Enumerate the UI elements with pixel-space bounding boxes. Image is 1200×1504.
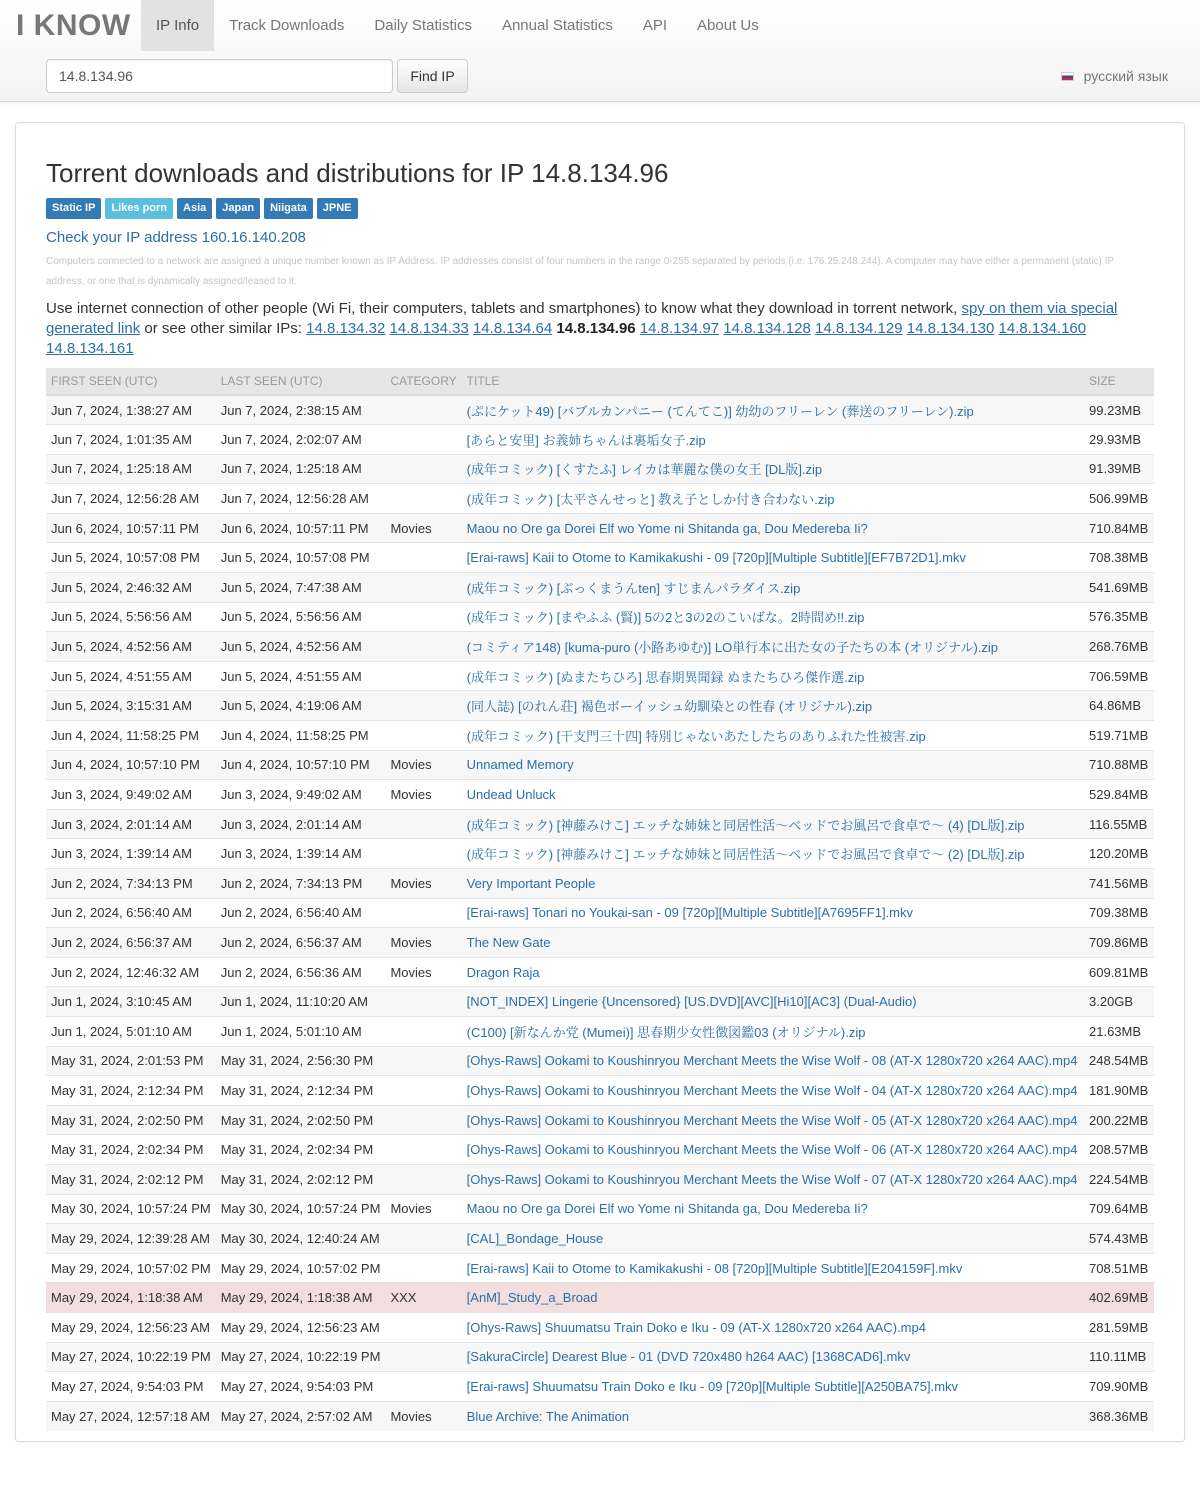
cell-size: 506.99MB [1084, 484, 1154, 514]
cell-first-seen: Jun 7, 2024, 1:25:18 AM [46, 454, 216, 484]
header-last-seen: LAST SEEN (UTC) [216, 368, 386, 395]
torrent-title-link[interactable]: [AnM]_Study_a_Broad [466, 1290, 598, 1306]
table-row [46, 1253, 1154, 1283]
cell-last-seen: Jun 1, 2024, 5:01:10 AM [216, 1016, 386, 1046]
table-row [46, 928, 1154, 958]
top-navbar [0, 0, 1200, 102]
cell-first-seen: May 31, 2024, 2:02:34 PM [46, 1135, 216, 1165]
cell-first-seen: Jun 2, 2024, 7:34:13 PM [46, 869, 216, 899]
cell-first-seen: May 29, 2024, 10:57:02 PM [46, 1253, 216, 1283]
cell-title [462, 484, 1084, 514]
cell-category [385, 543, 461, 573]
cell-last-seen: Jun 2, 2024, 6:56:36 AM [216, 957, 386, 987]
cell-last-seen: Jun 3, 2024, 1:39:14 AM [216, 839, 386, 869]
cell-last-seen: Jun 3, 2024, 2:01:14 AM [216, 809, 386, 839]
cell-title [462, 1253, 1084, 1283]
cell-size: 110.11MB [1084, 1342, 1154, 1372]
cell-size: 709.90MB [1084, 1372, 1154, 1402]
main-content [46, 155, 1154, 1431]
table-row [46, 1283, 1154, 1313]
cell-title [462, 1076, 1084, 1106]
cell-size: 609.81MB [1084, 957, 1154, 987]
cell-title [462, 1224, 1084, 1254]
similar-ip-link[interactable]: 14.8.134.128 [723, 320, 811, 337]
torrent-title-link[interactable]: The New Gate [466, 934, 551, 950]
cell-title [462, 543, 1084, 573]
table-row [46, 1164, 1154, 1194]
cell-category: Movies [385, 750, 461, 780]
cell-size: 181.90MB [1084, 1076, 1154, 1106]
cell-title [462, 1135, 1084, 1165]
cell-last-seen: Jun 2, 2024, 6:56:37 AM [216, 928, 386, 958]
torrent-title-link[interactable]: [Erai-raws] Tonari no Youkai-san - 09 [720p][Multiple Subtitle][A7695FF1].mkv [466, 905, 913, 921]
main-panel [15, 122, 1185, 1442]
table-row [46, 869, 1154, 899]
cell-category [385, 484, 461, 514]
cell-category [385, 1164, 461, 1194]
cell-category [385, 1253, 461, 1283]
cell-title [462, 661, 1084, 691]
cell-first-seen: Jun 5, 2024, 2:46:32 AM [46, 573, 216, 603]
torrent-title-link[interactable]: [Erai-raws] Kaii to Otome to Kamikakushi - 09 [720p][Multiple Subtitle][EF7B72D1].mkv [466, 550, 966, 566]
cell-size: 29.93MB [1084, 425, 1154, 455]
torrent-title-link[interactable]: [SakuraCircle] Dearest Blue - 01 (DVD 720x480 h264 AAC) [1368CAD6].mkv [466, 1349, 911, 1365]
tag-jpne: JPNE [317, 198, 358, 219]
cell-first-seen: May 31, 2024, 2:02:50 PM [46, 1105, 216, 1135]
cell-last-seen: Jun 6, 2024, 10:57:11 PM [216, 513, 386, 543]
cell-last-seen: May 31, 2024, 2:02:12 PM [216, 1164, 386, 1194]
cell-category: XXX [385, 1283, 461, 1313]
header-first-seen: FIRST SEEN (UTC) [46, 368, 216, 395]
table-row [46, 1194, 1154, 1224]
cell-size: 224.54MB [1084, 1164, 1154, 1194]
header-size: SIZE [1084, 368, 1154, 395]
ip-explanation: Computers connected to a network are assigned a unique number known as IP Address. IP addresses consist of four numbers in the range 0-255 separated by periods (i.e. 176.25.248.244). A computer may have either a permanent (static) IP address, or one that is dynamically assigned/leased to it. [46, 256, 1114, 287]
cell-title [462, 957, 1084, 987]
cell-first-seen: May 27, 2024, 12:57:18 AM [46, 1401, 216, 1431]
tag-asia: Asia [177, 198, 212, 219]
table-row [46, 632, 1154, 662]
cell-category: Movies [385, 957, 461, 987]
cell-first-seen: Jun 5, 2024, 4:51:55 AM [46, 661, 216, 691]
cell-title [462, 691, 1084, 721]
cell-first-seen: Jun 1, 2024, 3:10:45 AM [46, 987, 216, 1017]
cell-title [462, 869, 1084, 899]
cell-first-seen: Jun 3, 2024, 2:01:14 AM [46, 809, 216, 839]
cell-first-seen: Jun 2, 2024, 6:56:37 AM [46, 928, 216, 958]
lead-text-1: Use internet connection of other people (Wi Fi, their computers, tablets and smartphones) to know what they download in torrent network, [46, 300, 962, 317]
cell-category [385, 1224, 461, 1254]
language-switch[interactable] [1061, 68, 1168, 84]
torrent-title-link[interactable]: Dragon Raja [466, 964, 540, 980]
cell-size: 574.43MB [1084, 1224, 1154, 1254]
cell-title [462, 632, 1084, 662]
cell-last-seen: Jun 5, 2024, 5:56:56 AM [216, 602, 386, 632]
cell-category [385, 809, 461, 839]
tag-niigata: Niigata [264, 198, 313, 219]
cell-first-seen: Jun 7, 2024, 12:56:28 AM [46, 484, 216, 514]
cell-first-seen: May 29, 2024, 12:39:28 AM [46, 1224, 216, 1254]
cell-category [385, 602, 461, 632]
cell-last-seen: May 31, 2024, 2:56:30 PM [216, 1046, 386, 1076]
nav-about-us[interactable]: About Us [697, 17, 759, 34]
cell-size: 208.57MB [1084, 1135, 1154, 1165]
find-ip-button[interactable]: Find IP [397, 59, 468, 93]
cell-last-seen: May 27, 2024, 10:22:19 PM [216, 1342, 386, 1372]
table-row [46, 1135, 1154, 1165]
table-row [46, 1016, 1154, 1046]
downloads-table [46, 368, 1154, 1431]
cell-first-seen: Jun 2, 2024, 12:46:32 AM [46, 957, 216, 987]
torrent-title-link[interactable]: (成年コミック) [まやふふ (賢)] 5の2と3の2のこいばな。2時間め!!.zip [466, 610, 865, 626]
header-title: TITLE [462, 368, 1084, 395]
torrent-title-link[interactable]: (成年コミック) [神藤みけこ] エッチな姉妹と同居性活〜ベッドでお風呂で食卓で〜 (2) [DL版].zip [466, 847, 1025, 863]
cell-last-seen: Jun 3, 2024, 9:49:02 AM [216, 780, 386, 810]
cell-category: Movies [385, 1401, 461, 1431]
cell-first-seen: May 27, 2024, 10:22:19 PM [46, 1342, 216, 1372]
cell-last-seen: May 31, 2024, 2:02:50 PM [216, 1105, 386, 1135]
table-header-row [46, 368, 1154, 395]
ip-search-form [46, 59, 468, 93]
cell-category [385, 1135, 461, 1165]
table-row [46, 543, 1154, 573]
cell-title [462, 1312, 1084, 1342]
tag-japan: Japan [216, 198, 260, 219]
table-row [46, 1342, 1154, 1372]
cell-category [385, 898, 461, 928]
torrent-title-link[interactable]: Unnamed Memory [466, 757, 574, 773]
table-row [46, 898, 1154, 928]
nav-ip-info[interactable]: IP Info [141, 0, 214, 51]
cell-size: 576.35MB [1084, 602, 1154, 632]
table-row [46, 1372, 1154, 1402]
cell-size: 709.38MB [1084, 898, 1154, 928]
ip-tags [46, 198, 1154, 219]
cell-title [462, 1016, 1084, 1046]
cell-first-seen: May 29, 2024, 12:56:23 AM [46, 1312, 216, 1342]
table-row [46, 602, 1154, 632]
header-category: CATEGORY [385, 368, 461, 395]
cell-first-seen: May 31, 2024, 2:12:34 PM [46, 1076, 216, 1106]
cell-size: 706.59MB [1084, 661, 1154, 691]
cell-last-seen: Jun 1, 2024, 11:10:20 AM [216, 987, 386, 1017]
cell-last-seen: May 27, 2024, 9:54:03 PM [216, 1372, 386, 1402]
table-row [46, 750, 1154, 780]
cell-last-seen: May 30, 2024, 10:57:24 PM [216, 1194, 386, 1224]
table-row [46, 691, 1154, 721]
cell-category [385, 1016, 461, 1046]
similar-ip-link[interactable]: 14.8.134.97 [639, 320, 720, 337]
cell-first-seen: Jun 3, 2024, 9:49:02 AM [46, 780, 216, 810]
cell-size: 709.64MB [1084, 1194, 1154, 1224]
cell-size: 91.39MB [1084, 454, 1154, 484]
torrent-title-link[interactable]: (成年コミック) [干支門三十四] 特別じゃないあたしたちのありふれた性被害.zip [466, 728, 926, 744]
torrent-title-link[interactable]: [Ohys-Raws] Ookami to Koushinryou Merchant Meets the Wise Wolf - 08 (AT-X 1280x720 x264 AAC).mp4 [466, 1053, 1078, 1069]
nav-track-downloads[interactable]: Track Downloads [229, 17, 345, 34]
cell-first-seen: Jun 5, 2024, 10:57:08 PM [46, 543, 216, 573]
table-row [46, 1312, 1154, 1342]
cell-size: 741.56MB [1084, 869, 1154, 899]
cell-size: 541.69MB [1084, 573, 1154, 603]
torrent-title-link[interactable]: (成年コミック) [神藤みけこ] エッチな姉妹と同居性活〜ベッドでお風呂で食卓で〜 (4) [DL版].zip [466, 817, 1025, 833]
nav-row [0, 0, 1200, 51]
torrent-title-link[interactable]: Maou no Ore ga Dorei Elf wo Yome ni Shitanda ga, Dou Medereba Ii? [466, 1201, 868, 1217]
torrent-title-link[interactable]: (同人誌) [のれん荘] 褐色ボーイッシュ幼馴染との性春 (オリジナル).zip [466, 699, 873, 715]
cell-size: 268.76MB [1084, 632, 1154, 662]
cell-last-seen: May 29, 2024, 10:57:02 PM [216, 1253, 386, 1283]
cell-first-seen: Jun 3, 2024, 1:39:14 AM [46, 839, 216, 869]
cell-title [462, 1342, 1084, 1372]
cell-size: 248.54MB [1084, 1046, 1154, 1076]
cell-title [462, 898, 1084, 928]
cell-category [385, 632, 461, 662]
cell-last-seen: Jun 5, 2024, 4:19:06 AM [216, 691, 386, 721]
torrent-title-link[interactable]: [Ohys-Raws] Ookami to Koushinryou Merchant Meets the Wise Wolf - 05 (AT-X 1280x720 x264 AAC).mp4 [466, 1112, 1078, 1128]
tag-likes-porn: Likes porn [105, 198, 173, 219]
table-row [46, 780, 1154, 810]
cell-last-seen: Jun 5, 2024, 4:52:56 AM [216, 632, 386, 662]
torrent-title-link[interactable]: (成年コミック) [太平さんせっと] 教え子としか付き合わない.zip [466, 492, 835, 508]
table-row [46, 1224, 1154, 1254]
torrent-title-link[interactable]: (コミティア148) [kuma-puro (小路あゆむ)] LO単行本に出た女の子たちの本 (オリジナル).zip [466, 640, 999, 656]
torrent-title-link[interactable]: [Ohys-Raws] Ookami to Koushinryou Merchant Meets the Wise Wolf - 07 (AT-X 1280x720 x264 AAC).mp4 [466, 1171, 1078, 1187]
cell-category [385, 1046, 461, 1076]
cell-category [385, 1076, 461, 1106]
cell-size: 64.86MB [1084, 691, 1154, 721]
similar-ips-paragraph [46, 299, 1154, 359]
table-row [46, 1076, 1154, 1106]
table-row [46, 484, 1154, 514]
cell-category [385, 425, 461, 455]
table-row [46, 513, 1154, 543]
cell-category [385, 395, 461, 425]
similar-ip-link[interactable]: 14.8.134.33 [389, 320, 469, 337]
nav-annual-statistics[interactable]: Annual Statistics [501, 17, 613, 34]
cell-first-seen: Jun 7, 2024, 1:38:27 AM [46, 395, 216, 425]
cell-category [385, 839, 461, 869]
cell-category: Movies [385, 1194, 461, 1224]
cell-first-seen: May 29, 2024, 1:18:38 AM [46, 1283, 216, 1313]
cell-last-seen: May 31, 2024, 2:12:34 PM [216, 1076, 386, 1106]
table-row [46, 454, 1154, 484]
cell-last-seen: Jun 4, 2024, 10:57:10 PM [216, 750, 386, 780]
cell-size: 3.20GB [1084, 987, 1154, 1017]
torrent-title-link[interactable]: (成年コミック) [くすたふ] レイカは華麗な僕の女王 [DL版].zip [466, 462, 823, 478]
cell-first-seen: Jun 1, 2024, 5:01:10 AM [46, 1016, 216, 1046]
cell-last-seen: May 29, 2024, 1:18:38 AM [216, 1283, 386, 1313]
cell-title [462, 513, 1084, 543]
cell-size: 708.51MB [1084, 1253, 1154, 1283]
cell-last-seen: Jun 5, 2024, 10:57:08 PM [216, 543, 386, 573]
cell-first-seen: May 30, 2024, 10:57:24 PM [46, 1194, 216, 1224]
table-row [46, 395, 1154, 425]
cell-last-seen: May 31, 2024, 2:02:34 PM [216, 1135, 386, 1165]
cell-size: 710.84MB [1084, 513, 1154, 543]
cell-last-seen: Jun 2, 2024, 7:34:13 PM [216, 869, 386, 899]
torrent-title-link[interactable]: (成年コミック) [ぶっくまうんten] すじまんパラダイス.zip [466, 580, 801, 596]
torrent-title-link[interactable]: [あらと安里] お義姉ちゃんは裏垢女子.zip [466, 432, 706, 448]
cell-first-seen: May 31, 2024, 2:02:12 PM [46, 1164, 216, 1194]
cell-title [462, 425, 1084, 455]
cell-size: 368.36MB [1084, 1401, 1154, 1431]
cell-first-seen: Jun 4, 2024, 10:57:10 PM [46, 750, 216, 780]
cell-last-seen: Jun 2, 2024, 6:56:40 AM [216, 898, 386, 928]
cell-title [462, 1401, 1084, 1431]
cell-title [462, 987, 1084, 1017]
table-row [46, 721, 1154, 751]
lead-text-2: or see other similar IPs: [140, 320, 307, 337]
cell-title [462, 750, 1084, 780]
torrent-title-link[interactable]: [Ohys-Raws] Ookami to Koushinryou Merchant Meets the Wise Wolf - 06 (AT-X 1280x720 x264 AAC).mp4 [466, 1142, 1078, 1158]
cell-title [462, 1164, 1084, 1194]
cell-title [462, 809, 1084, 839]
torrent-title-link[interactable]: [CAL]_Bondage_House [466, 1230, 604, 1246]
cell-last-seen: May 27, 2024, 2:57:02 AM [216, 1401, 386, 1431]
cell-title [462, 721, 1084, 751]
cell-category [385, 1342, 461, 1372]
cell-category [385, 573, 461, 603]
cell-title [462, 1105, 1084, 1135]
cell-title [462, 1372, 1084, 1402]
similar-ip-link[interactable]: 14.8.134.160 [998, 320, 1087, 337]
table-row [46, 809, 1154, 839]
current-ip: 14.8.134.96 [556, 320, 636, 337]
cell-last-seen: Jun 7, 2024, 2:02:07 AM [216, 425, 386, 455]
table-row [46, 661, 1154, 691]
cell-size: 200.22MB [1084, 1105, 1154, 1135]
cell-last-seen: Jun 7, 2024, 12:56:28 AM [216, 484, 386, 514]
similar-ip-link[interactable]: 14.8.134.161 [46, 340, 134, 357]
cell-title [462, 573, 1084, 603]
cell-category: Movies [385, 513, 461, 543]
cell-size: 519.71MB [1084, 721, 1154, 751]
ip-search-input[interactable] [46, 59, 393, 93]
cell-first-seen: Jun 6, 2024, 10:57:11 PM [46, 513, 216, 543]
torrent-title-link[interactable]: [Ohys-Raws] Ookami to Koushinryou Merchant Meets the Wise Wolf - 04 (AT-X 1280x720 x264 AAC).mp4 [466, 1082, 1078, 1098]
cell-first-seen: Jun 4, 2024, 11:58:25 PM [46, 721, 216, 751]
cell-category [385, 1312, 461, 1342]
torrent-title-link[interactable]: (C100) [新なんか党 (Mumei)] 思春期少女性徴図鑑03 (オリジナル).zip [466, 1024, 866, 1040]
page-title: Torrent downloads and distributions for IP 14.8.134.96 [46, 158, 669, 188]
check-ip-link[interactable]: Check your IP address 160.16.140.208 [46, 229, 306, 246]
table-row [46, 573, 1154, 603]
brand-logo[interactable]: I KNOW [16, 9, 131, 42]
cell-first-seen: Jun 5, 2024, 4:52:56 AM [46, 632, 216, 662]
cell-title [462, 780, 1084, 810]
cell-size: 120.20MB [1084, 839, 1154, 869]
cell-category: Movies [385, 869, 461, 899]
torrent-title-link[interactable]: Maou no Ore ga Dorei Elf wo Yome ni Shitanda ga, Dou Medereba Ii? [466, 520, 868, 536]
cell-size: 529.84MB [1084, 780, 1154, 810]
cell-size: 99.23MB [1084, 395, 1154, 425]
cell-size: 709.86MB [1084, 928, 1154, 958]
cell-title [462, 839, 1084, 869]
nav-daily-statistics[interactable]: Daily Statistics [374, 17, 472, 34]
cell-title [462, 602, 1084, 632]
cell-category: Movies [385, 928, 461, 958]
torrent-title-link[interactable]: [Erai-raws] Kaii to Otome to Kamikakushi - 08 [720p][Multiple Subtitle][E204159F].mkv [466, 1260, 963, 1276]
cell-first-seen: Jun 7, 2024, 1:01:35 AM [46, 425, 216, 455]
torrent-title-link[interactable]: (ぷにケット49) [バブルカンパニー (てんてこ)] 幼幼のフリーレン (葬送のフリーレン).zip [466, 403, 974, 419]
cell-category [385, 987, 461, 1017]
cell-title [462, 454, 1084, 484]
cell-size: 116.55MB [1084, 809, 1154, 839]
torrent-title-link[interactable]: (成年コミック) [ぬまたちひろ] 思春期異聞録 ぬまたちひろ傑作選.zip [466, 669, 865, 685]
cell-title [462, 395, 1084, 425]
cell-size: 708.38MB [1084, 543, 1154, 573]
language-label: русский язык [1083, 68, 1168, 84]
torrent-title-link[interactable]: [NOT_INDEX] Lingerie {Uncensored} [US.DVD][AVC][Hi10][AC3] (Dual-Audio) [466, 994, 917, 1010]
cell-last-seen: May 29, 2024, 12:56:23 AM [216, 1312, 386, 1342]
torrent-title-link[interactable]: [Erai-raws] Shuumatsu Train Doko e Iku - 09 [720p][Multiple Subtitle][A250BA75].mkv [466, 1378, 959, 1394]
table-row [46, 1401, 1154, 1431]
torrent-title-link[interactable]: Undead Unluck [466, 787, 556, 803]
spy-link[interactable]: spy on them via special generated link [46, 300, 1118, 337]
cell-first-seen: May 31, 2024, 2:01:53 PM [46, 1046, 216, 1076]
cell-category [385, 1372, 461, 1402]
cell-first-seen: Jun 5, 2024, 3:15:31 AM [46, 691, 216, 721]
cell-category [385, 454, 461, 484]
russian-flag-icon [1061, 72, 1074, 81]
cell-last-seen: Jun 7, 2024, 1:25:18 AM [216, 454, 386, 484]
cell-first-seen: May 27, 2024, 9:54:03 PM [46, 1372, 216, 1402]
similar-ip-link[interactable]: 14.8.134.64 [472, 320, 553, 337]
cell-category [385, 661, 461, 691]
cell-size: 21.63MB [1084, 1016, 1154, 1046]
cell-title [462, 928, 1084, 958]
cell-last-seen: May 30, 2024, 12:40:24 AM [216, 1224, 386, 1254]
cell-size: 710.88MB [1084, 750, 1154, 780]
cell-title [462, 1046, 1084, 1076]
table-row [46, 1046, 1154, 1076]
cell-category: Movies [385, 780, 461, 810]
table-row [46, 957, 1154, 987]
torrent-title-link[interactable]: Very Important People [466, 875, 596, 891]
table-row [46, 987, 1154, 1017]
cell-size: 281.59MB [1084, 1312, 1154, 1342]
similar-ip-link[interactable]: 14.8.134.130 [906, 320, 995, 337]
torrent-title-link[interactable]: [Ohys-Raws] Shuumatsu Train Doko e Iku - 09 (AT-X 1280x720 x264 AAC).mp4 [466, 1319, 926, 1335]
cell-category [385, 1105, 461, 1135]
cell-last-seen: Jun 5, 2024, 4:51:55 AM [216, 661, 386, 691]
nav-api[interactable]: API [642, 17, 668, 34]
cell-last-seen: Jun 7, 2024, 2:38:15 AM [216, 395, 386, 425]
torrent-title-link[interactable]: Blue Archive: The Animation [466, 1408, 630, 1424]
cell-title [462, 1194, 1084, 1224]
cell-last-seen: Jun 4, 2024, 11:58:25 PM [216, 721, 386, 751]
cell-category [385, 721, 461, 751]
table-row [46, 839, 1154, 869]
cell-size: 402.69MB [1084, 1283, 1154, 1313]
similar-ip-link[interactable]: 14.8.134.129 [815, 320, 903, 337]
table-body [46, 395, 1154, 1431]
cell-category [385, 691, 461, 721]
cell-title [462, 1283, 1084, 1313]
table-row [46, 425, 1154, 455]
cell-first-seen: Jun 5, 2024, 5:56:56 AM [46, 602, 216, 632]
tag-static-ip: Static IP [46, 198, 101, 219]
cell-first-seen: Jun 2, 2024, 6:56:40 AM [46, 898, 216, 928]
similar-ip-link[interactable]: 14.8.134.32 [306, 320, 386, 337]
cell-last-seen: Jun 5, 2024, 7:47:38 AM [216, 573, 386, 603]
table-row [46, 1105, 1154, 1135]
